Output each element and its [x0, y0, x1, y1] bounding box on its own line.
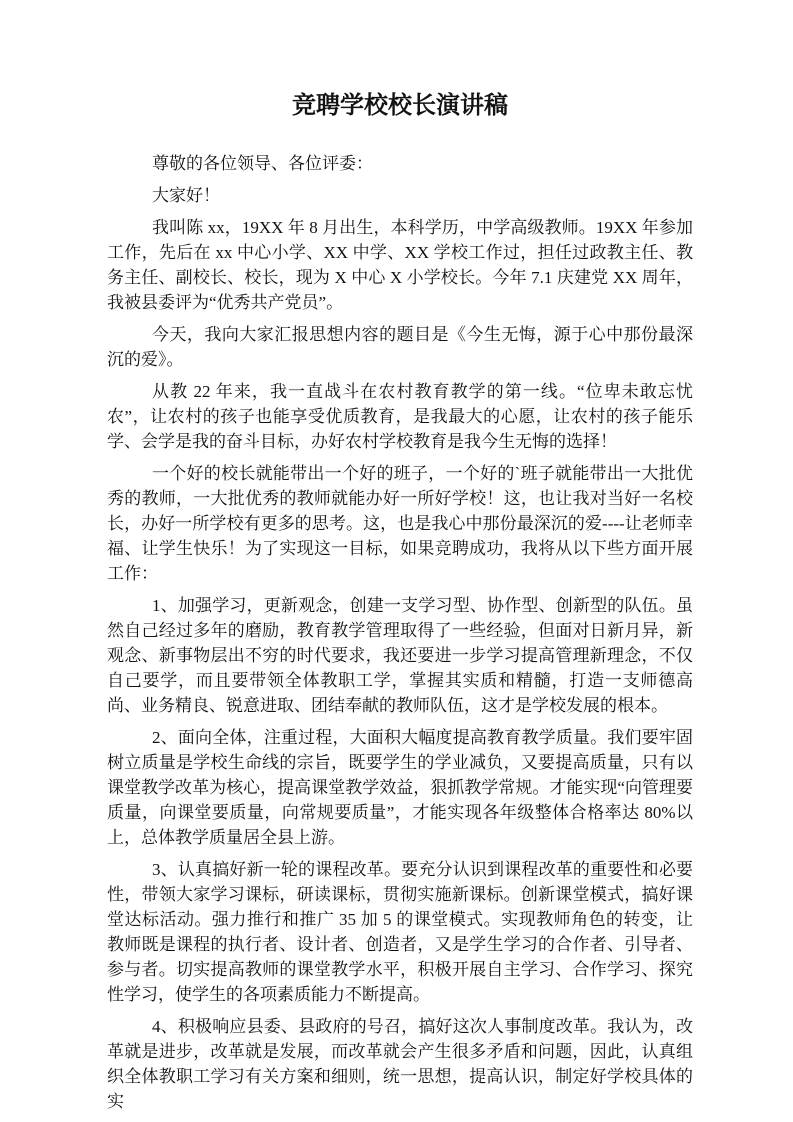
- plan-item-2-paragraph: 2、面向全体，注重过程，大面积大幅度提高教育教学质量。我们要牢固树立质量是学校生命线的宗旨，既要学生的学业减负，又要提高质量，只有以课堂教学改革为核心，提高课堂教学效益，狠抓教学常规。才能实现“向管理要质量，向课堂要质量，向常规要质量”，才能实现各年级整体合格率达 80%以上，总体教学质量居全县上游。: [107, 728, 693, 847]
- salutation-paragraph: 尊敬的各位领导、各位评委：: [152, 154, 373, 173]
- greeting-paragraph: 大家好！: [152, 186, 220, 205]
- plan-item-1-paragraph: 1、加强学习，更新观念，创建一支学习型、协作型、创新型的队伍。虽然自己经过多年的磨励，教育教学管理取得了一些经验，但面对日新月异，新观念、新事物层出不穷的时代要求，我还要进一步学习提高管理新理念，不仅自己要学，而且要带领全体教职工学，掌握其实质和精髓，打造一支师德高尚、业务精良、锐意进取、团结奉献的教师队伍，这才是学校发展的根本。: [107, 596, 693, 715]
- teaching-experience-paragraph: 从教 22 年来，我一直战斗在农村教育教学的第一线。“位卑未敢忘忧农”，让农村的孩子也能享受优质教育，是我最大的心愿，让农村的孩子能乐学、会学是我的奋斗目标，办好农村学校教育是我今生无悔的选择！: [107, 382, 693, 451]
- document-title: 竞聘学校校长演讲稿: [292, 93, 508, 119]
- self-introduction-paragraph: 我叫陈 xx，19XX 年 8 月出生，本科学历，中学高级教师。19XX 年参加工作，先后在 xx 中心小学、XX 中学、XX 学校工作过，担任过政教主任、教务主任、副校长、校长，现为 X 中心 X 小学校长。今年 7.1 庆建党 XX 周年，我被县委评为“优秀共产党员”。: [107, 218, 693, 312]
- plan-item-3-paragraph: 3、认真搞好新一轮的课程改革。要充分认识到课程改革的重要性和必要性，带领大家学习课标，研读课标，贯彻实施新课标。创新课堂模式，搞好课堂达标活动。强力推行和推广 35 加 5 的课堂模式。实现教师角色的转变，让教师既是课程的执行者、设计者、创造者，又是学生学习的合作者、引导者、参与者。切实提高教师的课堂教学水平，积极开展自主学习、合作学习、探究性学习，使学生的各项素质能力不断提高。: [107, 860, 693, 1004]
- plan-item-4-paragraph: 4、积极响应县委、县政府的号召，搞好这次人事制度改革。我认为，改革就是进步，改革就是发展，而改革就会产生很多矛盾和问题，因此，认真组织全体教职工学习有关方案和细则，统一思想，提高认识，制定好学校具体的实: [107, 1017, 693, 1111]
- principal-vision-paragraph: 一个好的校长就能带出一个好的班子，一个好的`班子就能带出一大批优秀的教师，一大批优秀的教师就能办好一所好学校！这，也让我对当好一名校长，办好一所学校有更多的思考。这，也是我心中那份最深沉的爱----让老师幸福、让学生快乐！为了实现这一目标，如果竞聘成功，我将从以下些方面开展工作：: [107, 464, 693, 583]
- topic-paragraph: 今天，我向大家汇报思想内容的题目是《今生无悔，源于心中那份最深沉的爱》。: [107, 325, 693, 369]
